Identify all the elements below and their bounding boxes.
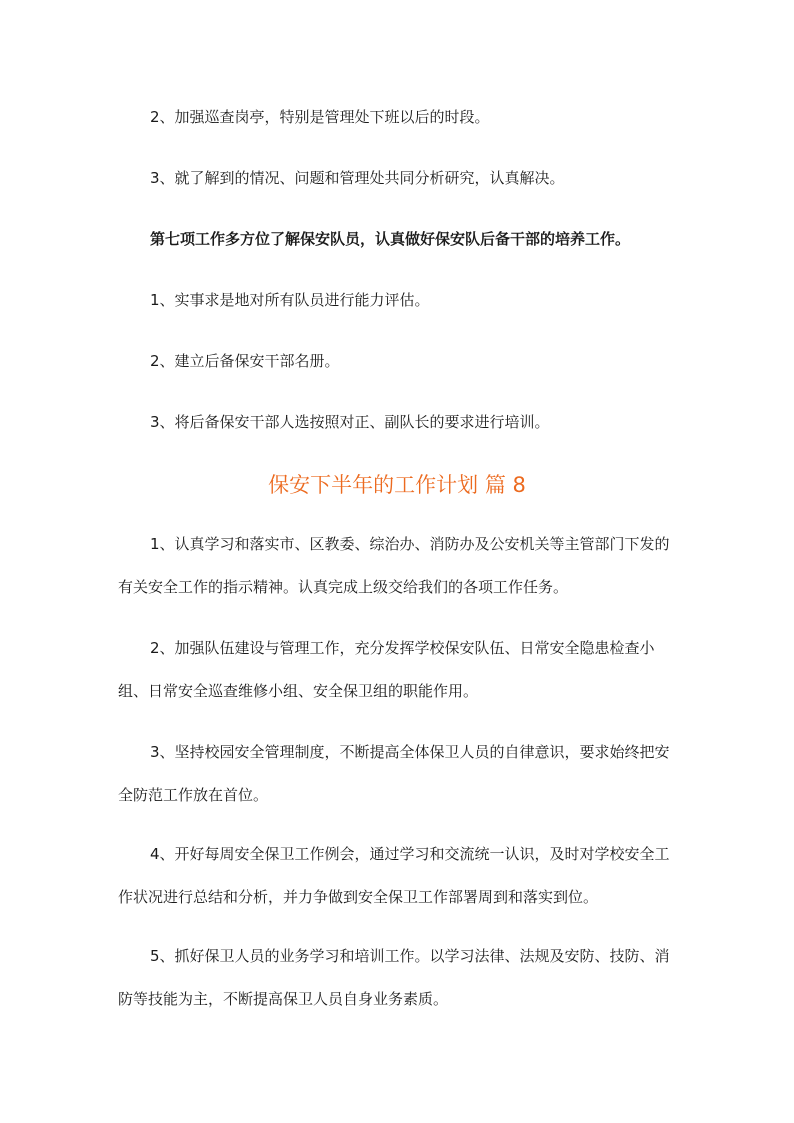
article-item: 5、抓好保卫人员的业务学习和培训工作。以学习法律、法规及安防、技防、消防等技能为主，不断提高保卫人员自身业务素质。 [118, 947, 670, 1008]
section-seven-title: 第七项工作多方位了解保安队员，认真做好保安队后备干部的培养工作。 [150, 230, 631, 248]
section-seven-item: 2、建立后备保安干部名册。 [150, 352, 340, 370]
article-item: 1、认真学习和落实市、区教委、综治办、消防办及公安机关等主管部门下发的有关安全工作的指示精神。认真完成上级交给我们的各项工作任务。 [118, 535, 670, 596]
paragraph-patrol-booths: 2、加强巡查岗亭，特别是管理处下班以后的时段。 [150, 108, 490, 126]
article-item: 3、坚持校园安全管理制度，不断提高全体保卫人员的自律意识，要求始终把安全防范工作放在首位。 [118, 743, 670, 804]
article-item: 2、加强队伍建设与管理工作，充分发挥学校保安队伍、日常安全隐患检查小组、日常安全巡查维修小组、安全保卫组的职能作用。 [118, 639, 655, 700]
article-item: 4、开好每周安全保卫工作例会，通过学习和交流统一认识，及时对学校安全工作状况进行总结和分析，并力争做到安全保卫工作部署周到和落实到位。 [118, 845, 670, 906]
article-heading: 保安下半年的工作计划 篇 8 [268, 473, 526, 497]
paragraph-joint-analysis: 3、就了解到的情况、问题和管理处共同分析研究，认真解决。 [150, 169, 565, 187]
section-seven-item: 3、将后备保安干部人选按照对正、副队长的要求进行培训。 [150, 413, 550, 431]
section-seven-item: 1、实事求是地对所有队员进行能力评估。 [150, 291, 430, 309]
